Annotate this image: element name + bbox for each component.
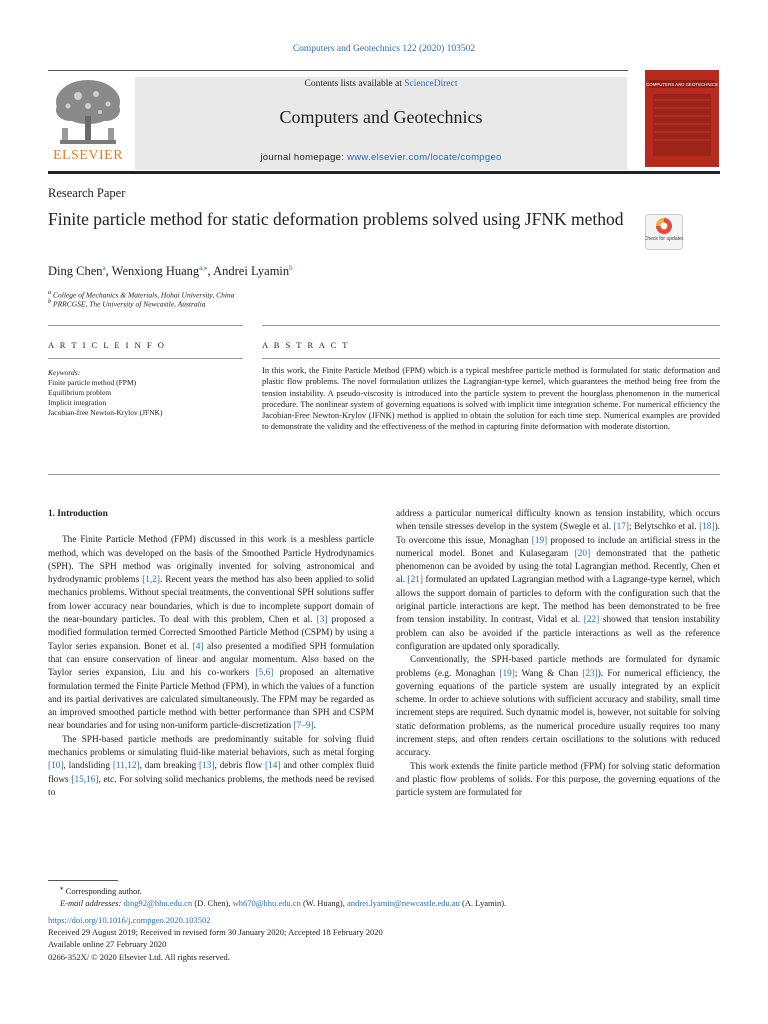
email-link[interactable]: ding92@hhu.edu.cn [123, 897, 193, 908]
citation-link[interactable]: [13] [198, 761, 215, 772]
citation-link[interactable]: [21] [407, 575, 423, 586]
corresponding-author-note [48, 882, 506, 897]
paragraph [396, 654, 720, 760]
paragraph-text: demonstrated that the pathetic phenomenon can be avoided by using the total Lagrangian method. Recently, Chen et al. [396, 548, 720, 586]
author-affiliation-mark[interactable]: b [289, 264, 293, 272]
paragraph-text: formulated an updated Lagrangian method with a Lagrange-type kernel, which allows the support domain of particles to deform with the configuration such that the original particle interactions are kept. The method has been demonstrated to be free from tension instability. In contrast, Vidal et al. [396, 575, 720, 626]
email-owner: (D. Chen), [192, 897, 233, 908]
paragraph [396, 508, 720, 654]
author-name: Ding Chen [48, 264, 103, 279]
article-title: Finite particle method for static deformation problems solved using JFNK method [48, 209, 624, 229]
citation-link[interactable]: [19] [499, 668, 515, 679]
abstract-text: In this work, the Finite Particle Method (FPM) which is a typical meshfree particle method is formulated for static deformation and plastic flow problems. The novel formulation utilizes the Lagrangian-type kernel, which guarantees the method being free from the tension instability. A pseudo-viscosity is introduced into the particle system to prevent the hourglass phenomenon in the numerical procedure. The nonlinear system of governing equations is solved with implicit time integration scheme. For numerical efficiency the Jacobian-Free Newton-Krylov (JFNK) method is applied to obtain the solution for each time step. Numerical examples are provided to demonstrate the validity and the effectiveness of the method in capturing finite deformation with moderate distortion. [262, 365, 720, 432]
publication-info [48, 914, 383, 963]
rule [48, 325, 243, 326]
paragraph-text: also presented a modified SPH formulation that can ensure conservation of linear and angular momentum. Also based on the Taylor series expansion, Liu and his co-workers [48, 641, 374, 679]
keyword-item: Finite particle method (FPM) [48, 378, 137, 387]
paragraph-text: This work extends the finite particle method (FPM) for solving static deformation and plastic flow problems of solids. For this purpose, the governing equations of the particle system are formulated for [396, 761, 720, 799]
citation-link[interactable]: [5,6] [255, 668, 274, 679]
citation-link[interactable]: [17] [613, 522, 630, 533]
check-for-updates-badge[interactable] [645, 214, 683, 250]
keyword-item: Implicit integration [48, 398, 107, 407]
keywords-block [48, 368, 163, 418]
citation-link[interactable]: [1,2] [142, 575, 161, 586]
check-badge-label: Check for updates [645, 236, 683, 242]
doi-link[interactable]: https://doi.org/10.1016/j.compgeo.2020.103502 [48, 915, 211, 925]
corresponding-text: Corresponding author. [65, 885, 142, 896]
paragraph-text: proposed an alternative formulation termed the Finite Particle Method (FPM), in which the values of a function and its partial derivatives are calculated simultaneously. The FPM may be regarded as an improved smoothed particle method with better performance than SPH and CSPM near boundaries and for using non-uniform particle-discretization [48, 668, 375, 732]
citation-link[interactable]: [14] [265, 761, 281, 772]
rule [262, 358, 720, 359]
paragraph-text: proposed to include an artificial stress in the numerical model. Bonet and Kulasegaram [396, 535, 720, 559]
footnote-rule [48, 880, 118, 881]
citation-link[interactable]: [15,16] [71, 774, 99, 785]
paragraph-text: showed that tension instability problem can also be avoided if the particle interactions as well as the reference configuration are updated only sporadically. [396, 615, 720, 652]
journal-cover-image [645, 70, 719, 167]
affiliation-mark: b [48, 298, 52, 305]
abstract-heading: A B S T R A C T [262, 340, 350, 350]
rule [48, 474, 720, 475]
header-rule-bottom [48, 171, 720, 174]
homepage-label: journal homepage: [260, 152, 348, 163]
paragraph [48, 534, 374, 733]
citation-link[interactable]: [7–9] [293, 721, 314, 732]
paragraph-text: , landsliding [63, 761, 113, 772]
footnotes [48, 882, 506, 909]
paragraph-text: ; Wang & Chan [514, 668, 583, 679]
paragraph-text: ). For numerical efficiency, the governing equations of the particle system are usually integrated by an explicit scheme. In order to achieve solutions with sufficient accuracy and stability, small time increment steps are required. Such dynamic model is, however, not suitable for solving static deformation problems, as the numerical procedure usually requires too many increment steps, and often renders certain oscillations to the solutions with reduced accuracy. [396, 668, 720, 759]
journal-homepage [135, 152, 627, 163]
email-owner: (W. Huang), [300, 897, 348, 908]
author-affiliation-mark[interactable]: a,⁎ [199, 264, 208, 272]
paragraph-text: , dam breaking [139, 761, 199, 772]
corresponding-mark: ⁎ [60, 884, 64, 892]
publisher-name: ELSEVIER [52, 148, 124, 163]
journal-title: Computers and Geotechnics [279, 107, 483, 127]
affiliation-b [48, 298, 206, 309]
sciencedirect-link[interactable]: ScienceDirect [404, 79, 458, 89]
email-label: E-mail addresses: [60, 897, 122, 908]
citation-link[interactable]: [20] [574, 548, 591, 559]
paragraph-text: , debris flow [214, 761, 266, 772]
available-online: Available online 27 February 2020 [48, 939, 167, 950]
body-column-left [48, 508, 374, 800]
keyword-item: Equilibrium problem [48, 388, 112, 397]
email-owner: (A. Lyamin). [459, 897, 507, 908]
citation-link[interactable]: [18] [699, 522, 715, 533]
citation-link[interactable]: [22] [583, 615, 600, 626]
rule [262, 325, 720, 326]
citation-link[interactable]: [19] [531, 535, 548, 546]
author-name: Wenxiong Huang [111, 264, 200, 279]
keyword-item: Jacobian-free Newton-Krylov (JFNK) [48, 408, 163, 417]
paragraph-text: . Recent years the method has also been applied to solid mechanics problems. Without special treatments, the conventional SPH solutions suffer from lower accuracy near boundaries, which is due to incomplete support domain of the near-boundary particles. To deal with this problem, Chen et al. [48, 575, 374, 626]
email-link[interactable]: wh670@hhu.edu.cn [232, 897, 301, 908]
paragraph-text: The Finite Particle Method (FPM) discussed in this work is a meshless particle method, which was developed on the basis of the Smoothed Particle Hydrodynamics (SPH). The SPH method was originally invented for solving astronomical and hydrodynamic problems [48, 535, 374, 586]
contents-line [135, 79, 627, 89]
paragraph [48, 734, 374, 800]
paragraph-text: Conventionally, the SPH-based particle methods are formulated for dynamic problems (e.g. Monaghan [396, 655, 720, 679]
paragraph [396, 761, 720, 801]
homepage-link[interactable]: www.elsevier.com/locate/compgeo [347, 152, 502, 163]
citation-link[interactable]: [10] [48, 761, 64, 772]
paragraph-text: ; Belytschko et al. [629, 522, 700, 533]
author-list: Ding Chen$^a$, Wenxiong Huang$^{a,⁎}$, Andrei Lyamin$^b$ [48, 264, 293, 279]
body-column-right [396, 508, 720, 801]
email-link[interactable]: andrei.lyamin@newcastle.edu.au [347, 897, 460, 908]
citation-link[interactable]: [3] [316, 615, 328, 626]
copyright: 0266-352X/ © 2020 Elsevier Ltd. All rights reserved. [48, 951, 230, 962]
paragraph-text: . [313, 721, 316, 732]
email-addresses [48, 897, 506, 909]
keywords-label: Keywords: [48, 368, 81, 377]
article-info-heading: A R T I C L E I N F O [48, 340, 166, 350]
paragraph-text: address a particular numerical difficulty known as tension instability, which occurs when tensile stresses develop in the system (Swegle et al. [396, 509, 720, 533]
header-rule-top [48, 70, 628, 71]
citation-link[interactable]: [4] [192, 641, 204, 652]
affiliation-mark: a [48, 289, 52, 296]
citation-link[interactable]: [23] [582, 668, 598, 679]
author-affiliation-mark[interactable]: a [102, 264, 106, 272]
paragraph-text: and other complex fluid flows [48, 761, 374, 785]
section-heading-introduction: 1. Introduction [48, 509, 108, 519]
cover-title: COMPUTERS AND GEOTECHNICS [646, 82, 718, 87]
paragraph-text: proposed a modified formulation termed Corrected Smoothed Particle Method (CSPM) by using a Taylor series expansion. Bonet et al. [48, 615, 375, 652]
affiliation-text: PRRCGSE, The University of Newcastle, Australia [53, 299, 206, 309]
contents-prefix: Contents lists available at [304, 79, 405, 89]
rule [48, 358, 243, 359]
paragraph-text: The SPH-based particle methods are predominantly suitable for solving fluid mechanics problems or simulating fluid-like material behaviors, such as metal forging [48, 734, 374, 759]
received-dates: Received 29 August 2019; Received in revised form 30 January 2020; Accepted 18 February 2020 [48, 927, 383, 938]
citation-link[interactable]: [11,12] [112, 761, 140, 772]
article-type: Research Paper [48, 186, 126, 200]
journal-reference[interactable]: Computers and Geotechnics 122 (2020) 103502 [292, 44, 476, 54]
author-name: Andrei Lyamin [213, 264, 290, 279]
affiliation-text: College of Mechanics & Materials, Hohai University, China [53, 290, 235, 300]
paragraph-text: , etc. For solving solid mechanics problems, the methods need be revised to [48, 774, 374, 798]
paragraph-text: ). To overcome this issue, Monaghan [396, 522, 720, 546]
